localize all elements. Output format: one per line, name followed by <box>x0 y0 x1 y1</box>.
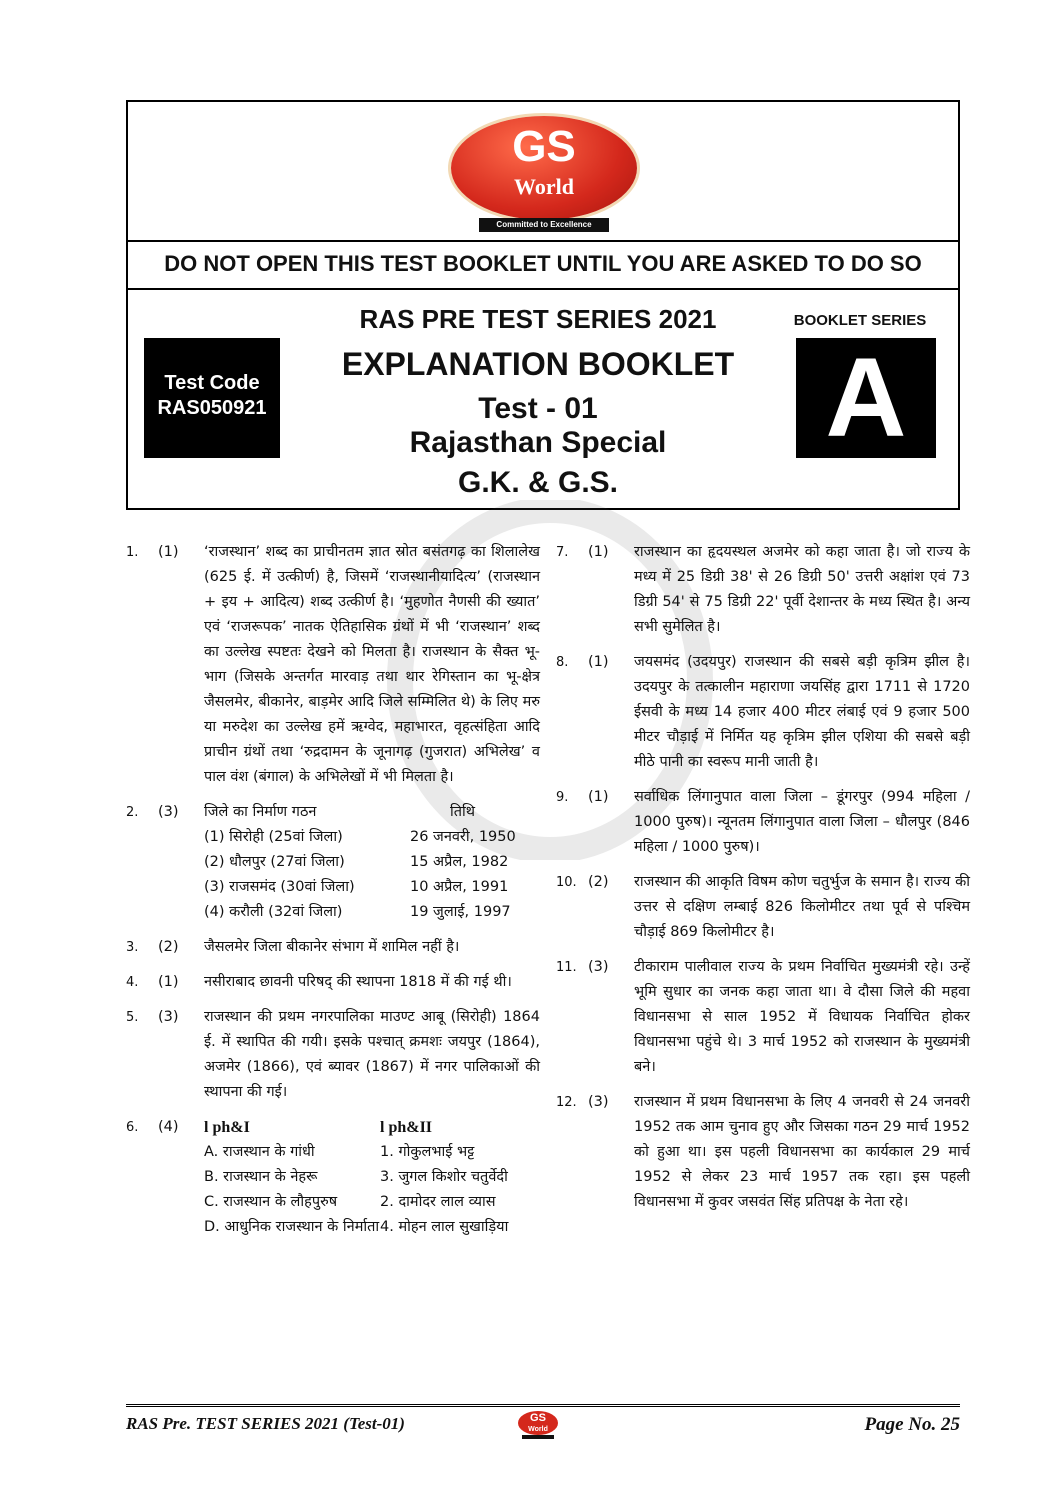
match-row <box>204 1190 540 1215</box>
question-number: 3. <box>126 940 139 955</box>
footer-logo <box>518 1411 558 1439</box>
list-1-item: C. राजस्थान के लौहपुरुष <box>204 1194 338 1210</box>
explanation-text: सर्वाधिक लिंगानुपात वाला जिला – डूंगरपुर (994 महिला / 1000 पुरुष)। न्यूनतम लिंगानुपात वाला जिला – धौलपुर (846 महिला / 1000 पुरुष)। <box>634 789 970 855</box>
test-code-label: Test Code <box>164 372 260 394</box>
left-column <box>120 540 540 1250</box>
list-2-item: 2. दामोदर लाल व्यास <box>380 1194 496 1210</box>
question-12 <box>550 1090 970 1215</box>
district-cell: (1) सिरोही (25वां जिला) <box>204 829 343 845</box>
question-1 <box>120 540 540 790</box>
answer-option: (3) <box>158 804 179 820</box>
date-cell: 19 जुलाई, 1997 <box>410 904 511 920</box>
paper-title: G.K. & G.S. <box>457 466 619 499</box>
footer-rule <box>126 1404 960 1407</box>
question-6 <box>120 1115 540 1240</box>
list-2-item: 1. गोकुलभाई भट्ट <box>380 1144 475 1160</box>
question-number: 2. <box>126 805 139 820</box>
table-row <box>204 825 540 850</box>
date-cell: 10 अप्रैल, 1991 <box>410 879 509 895</box>
answer-option: (2) <box>588 874 609 890</box>
question-7 <box>550 540 970 640</box>
answer-option: (1) <box>158 544 179 560</box>
logo-zone <box>128 102 958 242</box>
question-number: 10. <box>556 875 577 890</box>
answer-option: (1) <box>588 654 609 670</box>
question-5 <box>120 1005 540 1105</box>
explanation-text: ‘राजस्थान’ शब्द का प्राचीनतम ज्ञात स्रोत बसंतगढ़ का शिलालेख (625 ई. में उत्कीर्ण) है, जिसमें ‘राजस्थानीयादित्य’ (राजस्थान + इय + आदित्य) शब्द उत्कीर्ण है। ‘मुहणोत नैणसी की ख्यात’ एवं ‘राजरूपक’ नातक ऐतिहासिक ग्रंथों में भी ‘राजस्थान’ शब्द का उल्लेख स्पष्टतः देखने को मिलता है। राजस्थान के सैक्त भू-भाग (जिसके अन्तर्गत मारवाड़ तथा थार रेगिस्तान का भू-क्षेत्र जैसलमेर, बीकानेर, बाड़मेर आदि जिले सम्मिलित थे) के लिए मरु या मरुदेश का उल्लेख हमें ऋग्वेद, महाभारत, वृहत्संहिता आदि प्राचीन ग्रंथों तथा ‘रुद्रदामन के जूनागढ़ (गुजरात) अभिलेख’ व पाल वंश (बंगाल) के अभिलेखों में भी मिलता है। <box>204 544 540 785</box>
footer-logo-world: World <box>528 1426 548 1433</box>
district-cell: (3) राजसमंद (30वां जिला) <box>204 879 355 895</box>
question-10 <box>550 870 970 945</box>
question-9 <box>550 785 970 860</box>
explanation-text: जयसमंद (उदयपुर) राजस्थान की सबसे बड़ी कृत्रिम झील है। उदयपुर के तत्कालीन महाराणा जयसिंह द्वारा 1711 से 1720 ईसवी के मध्य 14 हजार 400 मीटर लंबाई एवं 9 हजार 500 मीटर चौड़ाई में निर्मित यह कृत्रिम झील एशिया की सबसे बड़ी मीठे पानी का स्वरूप मानी जाती है। <box>634 654 970 770</box>
explanation-text: राजस्थान की आकृति विषम कोण चतुर्भुज के समान है। राज्य की उत्तर से दक्षिण लम्बाई 826 किलोमीटर तथा पूर्व से पश्चिम चौड़ाई 869 किलोमीटर है। <box>634 874 970 940</box>
series-title: RAS PRE TEST SERIES 2021 <box>359 304 717 334</box>
list-1-header: l ph&I <box>204 1119 250 1136</box>
question-number: 1. <box>126 545 139 560</box>
explanation-text: राजस्थान का हृदयस्थल अजमेर को कहा जाता है। जो राज्य के मध्य में 25 डिग्री 38' से 26 डिग्री 50' उत्तरी अक्षांश एवं 73 डिग्री 54' से 75 डिग्री 22' पूर्वी देशान्तर के मध्य स्थित है। अन्य सभी सुमेलित है। <box>634 544 970 635</box>
table-header-district: जिले का निर्माण गठन <box>204 804 317 820</box>
question-number: 6. <box>126 1120 139 1135</box>
question-2 <box>120 800 540 925</box>
list-2-item: 3. जुगल किशोर चतुर्वेदी <box>380 1169 508 1185</box>
match-row <box>204 1140 540 1165</box>
answer-option: (1) <box>158 974 179 990</box>
explanation-text: जैसलमेर जिला बीकानेर संभाग में शामिल नहीं है। <box>204 939 460 955</box>
table-row <box>204 875 540 900</box>
right-column <box>550 540 970 1225</box>
answer-option: (4) <box>158 1119 179 1135</box>
footer-series-title: RAS Pre. TEST SERIES 2021 (Test-01) <box>126 1414 405 1433</box>
question-11 <box>550 955 970 1080</box>
question-number: 5. <box>126 1010 139 1025</box>
list-1-item: A. राजस्थान के गांधी <box>204 1144 315 1160</box>
district-table <box>204 800 540 925</box>
district-cell: (4) करौली (32वां जिला) <box>204 904 343 920</box>
test-code-box <box>144 338 280 458</box>
date-cell: 15 अप्रैल, 1982 <box>410 854 509 870</box>
table-row <box>204 850 540 875</box>
explanation-text: राजस्थान की प्रथम नगरपालिका माउण्ट आबू (सिरोही) 1864 ई. में स्थापित की गयी। इसके पश्चात् क्रमशः जयपुर (1864), अजमेर (1866), एवं ब्यावर (1867) में नगर पालिकाओं की स्थापना की गई। <box>204 1009 540 1100</box>
explanation-text: राजस्थान में प्रथम विधानसभा के लिए 4 जनवरी से 24 जनवरी 1952 तक आम चुनाव हुए और जिसका गठन 29 मार्च 1952 को हुआ था। इस पहली विधानसभा का कार्यकाल 29 मार्च 1952 से लेकर 23 मार्च 1957 तक रहा। इस पहली विधानसभा में कुवर जसवंत सिंह प्रतिपक्ष के नेता रहे। <box>634 1094 970 1210</box>
explanation-text: नसीराबाद छावनी परिषद् की स्थापना 1818 में की गई थी। <box>204 974 512 990</box>
question-3 <box>120 935 540 960</box>
table-header-date: तिथि <box>450 804 476 820</box>
booklet-title: EXPLANATION BOOKLET <box>341 346 735 382</box>
logo-gs-text: GS <box>512 122 576 171</box>
footer-logo-gs: GS <box>530 1412 546 1424</box>
booklet-series-label: BOOKLET SERIES <box>793 312 927 329</box>
table-header-row <box>204 800 540 825</box>
test-code-value: RAS050921 <box>157 397 267 419</box>
question-number: 4. <box>126 975 139 990</box>
answer-option: (3) <box>158 1009 179 1025</box>
footer-logo-text <box>518 1413 558 1435</box>
match-row <box>204 1215 540 1240</box>
answer-option: (3) <box>588 1094 609 1110</box>
answer-option: (2) <box>158 939 179 955</box>
list-2-header: l ph&II <box>380 1119 433 1136</box>
warning-banner: DO NOT OPEN THIS TEST BOOKLET UNTIL YOU ARE ASKED TO DO SO <box>128 240 958 290</box>
match-table-header <box>204 1115 540 1140</box>
question-number: 9. <box>556 790 569 805</box>
table-row <box>204 900 540 925</box>
gs-world-logo <box>451 116 637 229</box>
question-4 <box>120 970 540 995</box>
subject-title: Rajasthan Special <box>409 426 667 459</box>
district-cell: (2) धौलपुर (27वां जिला) <box>204 854 345 870</box>
match-row <box>204 1165 540 1190</box>
question-number: 11. <box>556 960 577 975</box>
page-number: Page No. 25 <box>864 1414 960 1435</box>
question-number: 7. <box>556 545 569 560</box>
explanation-text: टीकाराम पालीवाल राज्य के प्रथम निर्वाचित मुख्यमंत्री रहे। उन्हें भूमि सुधार का जनक कहा जाता था। वे दौसा जिले की महवा विधानसभा से साल 1952 में विधायक निर्वाचित होकर विधानसभा पहुंचे थे। 3 मार्च 1952 को राजस्थान के मुख्यमंत्री बने। <box>634 959 970 1075</box>
question-number: 8. <box>556 655 569 670</box>
test-number: Test - 01 <box>478 392 598 425</box>
header-box <box>126 100 960 510</box>
answer-option: (3) <box>588 959 609 975</box>
list-1-item: D. आधुनिक राजस्थान के निर्माता <box>204 1219 380 1235</box>
date-cell: 26 जनवरी, 1950 <box>410 829 516 845</box>
footer-logo-tag <box>522 1435 554 1439</box>
question-8 <box>550 650 970 775</box>
answer-option: (1) <box>588 544 609 560</box>
list-1-item: B. राजस्थान के नेहरू <box>204 1169 318 1185</box>
question-number: 12. <box>556 1095 577 1110</box>
booklet-series-letter: A <box>796 338 936 458</box>
answer-option: (1) <box>588 789 609 805</box>
list-2-item: 4. मोहन लाल सुखाड़िया <box>380 1219 509 1235</box>
logo-world-text: World <box>514 174 574 199</box>
logo-tagline: Committed to Excellence <box>479 218 609 232</box>
